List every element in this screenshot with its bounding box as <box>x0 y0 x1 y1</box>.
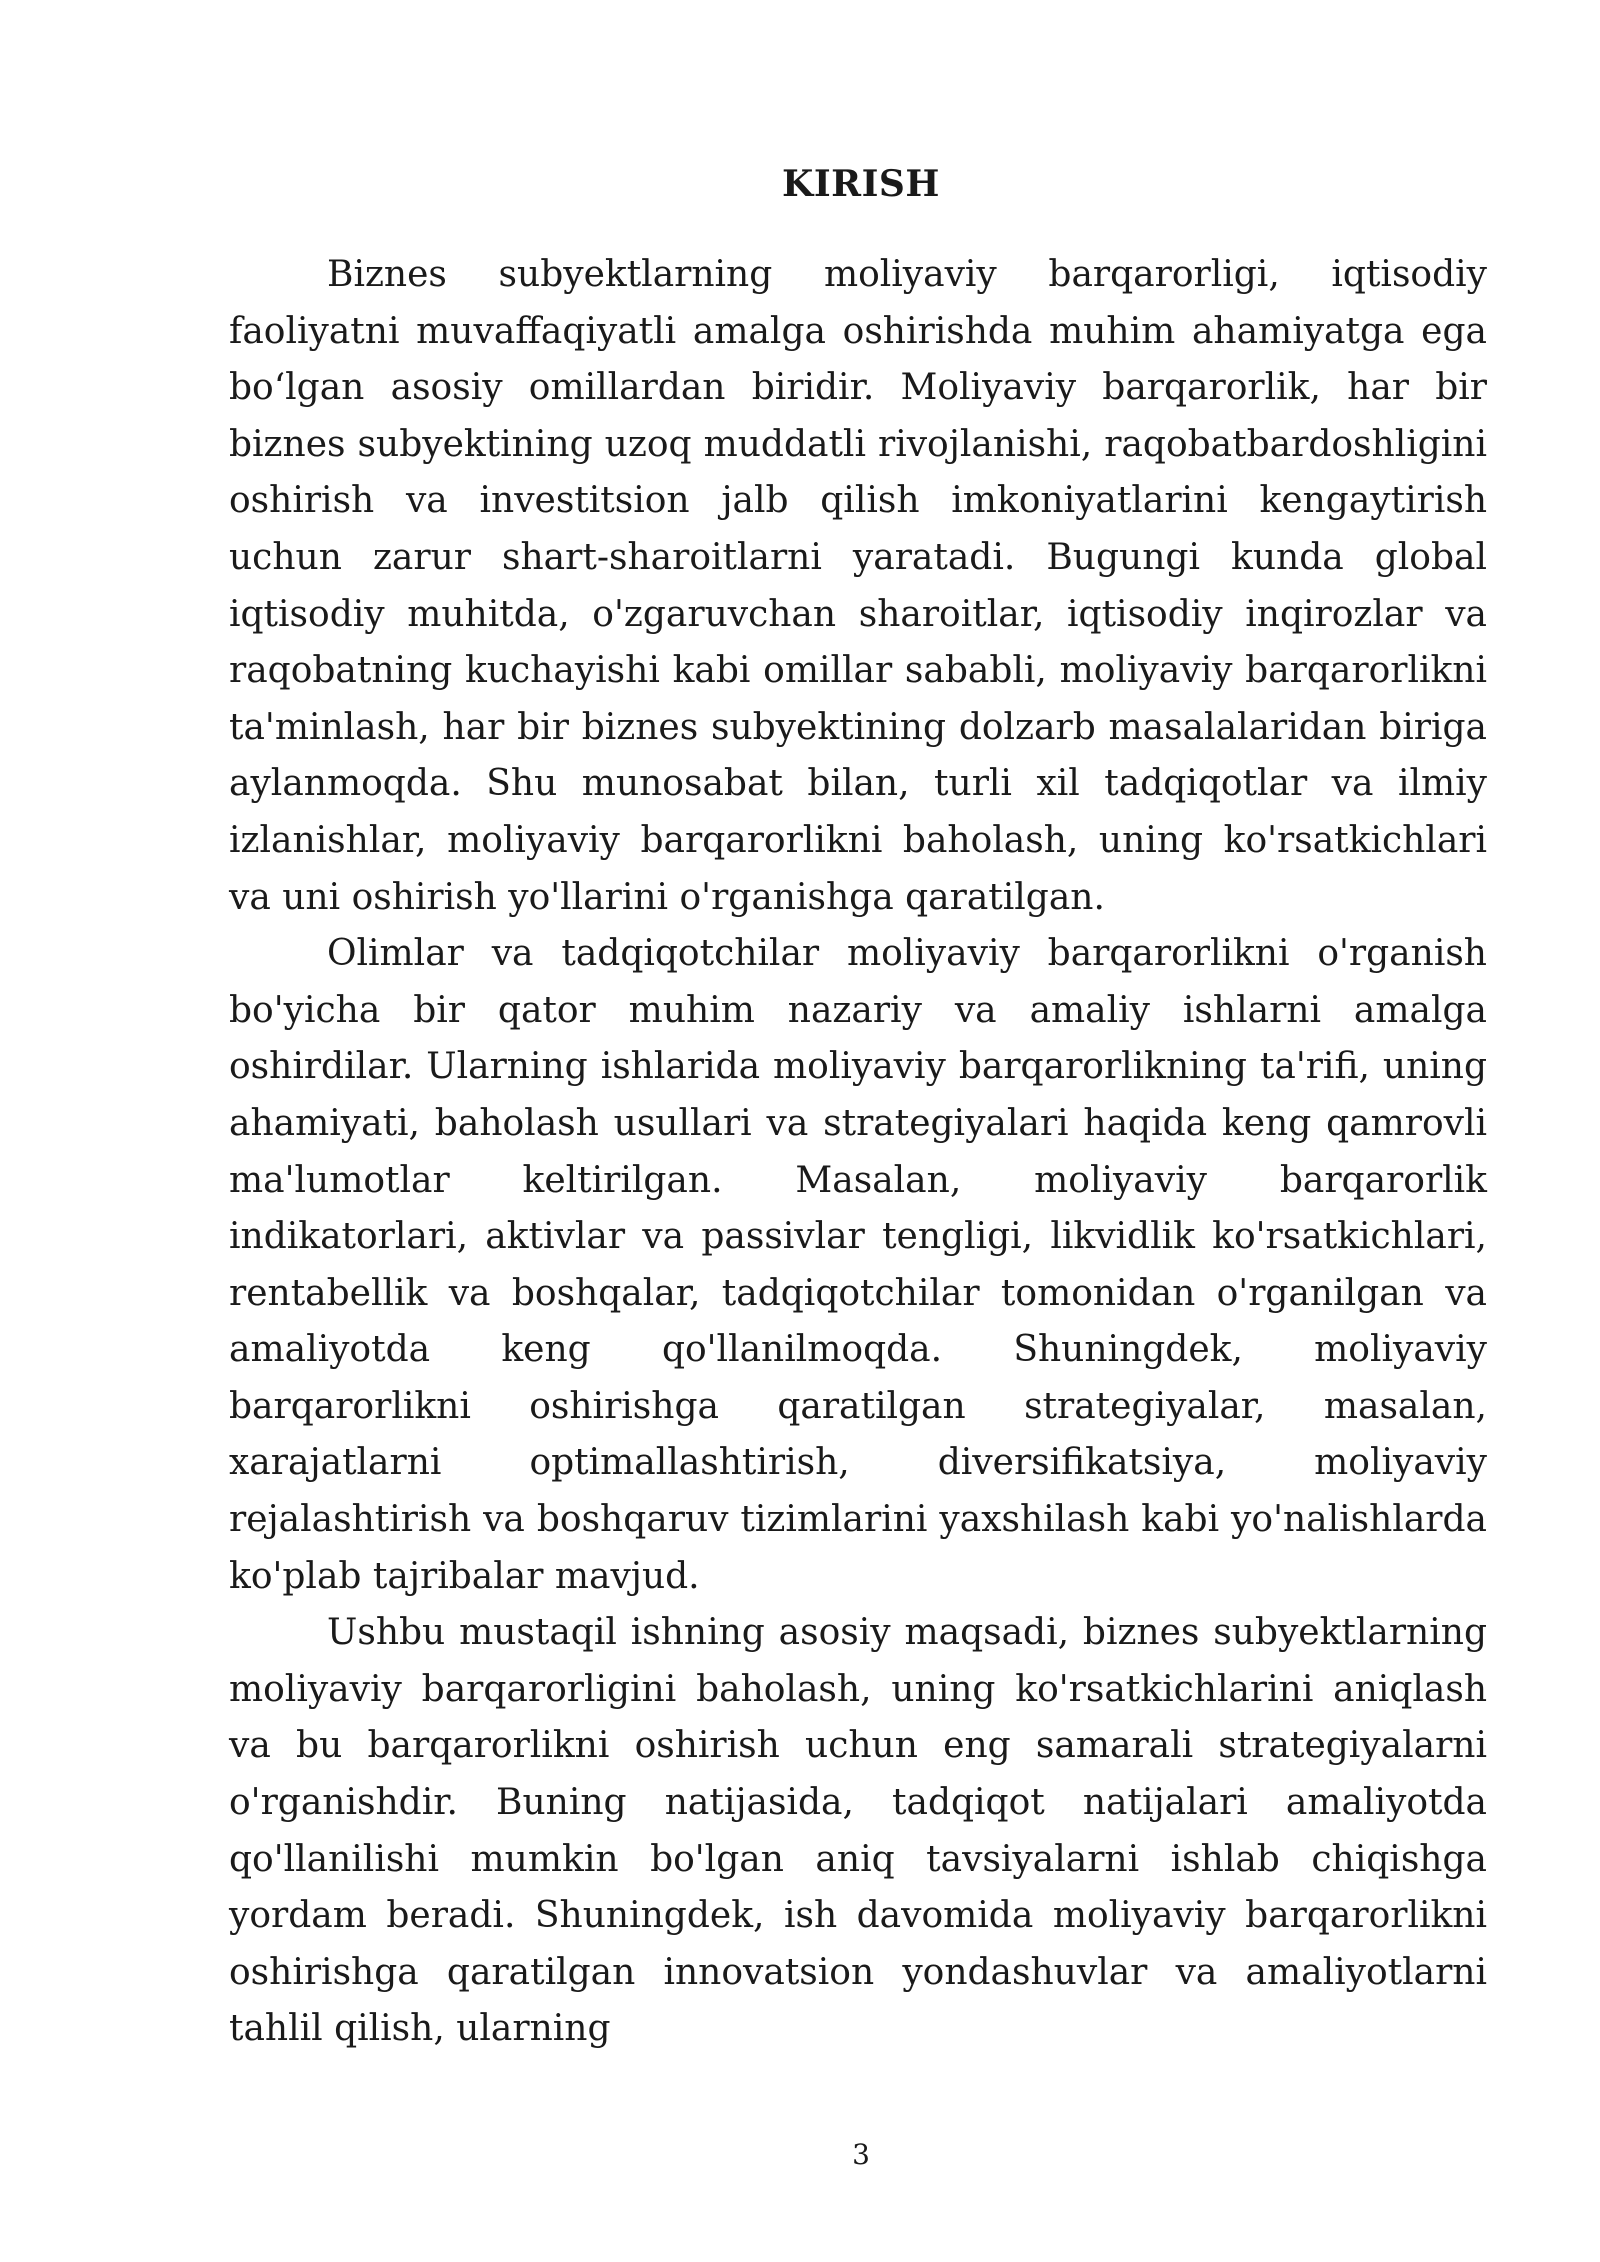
paragraph-1: Biznes subyektlarning moliyaviy barqarorligi, iqtisodiy faoliyatni muvaffaqiyatli amalga oshirishda muhim ahamiyatga ega bo‘lgan asosiy omillardan biridir. Moliyaviy barqarorlik, har bir biznes subyektining uzoq muddatli rivojlanishi, raqobatbardoshligini oshirish va investitsion jalb qilish imkoniyatlarini kengaytirish uchun zarur shart-sharoitlarni yaratadi. Bugungi kunda global iqtisodiy muhitda, o'zgaruvchan sharoitlar, iqtisodiy inqirozlar va raqobatning kuchayishi kabi omillar sababli, moliyaviy barqarorlikni ta'minlash, har bir biznes subyektining dolzarb masalalaridan biriga aylanmoqda. Shu munosabat bilan, turli xil tadqiqotlar va ilmiy izlanishlar, moliyaviy barqarorlikni baholash, uning ko'rsatkichlari va uni oshirish yo'llarini o'rganishga qaratilgan. <box>229 254 1487 918</box>
page-number: 3 <box>852 2138 870 2171</box>
paragraph-2: Olimlar va tadqiqotchilar moliyaviy barqarorlikni o'rganish bo'yicha bir qator muhim nazariy va amaliy ishlarni amalga oshirdilar. Ularning ishlarida moliyaviy barqarorlikning ta'rifi, uning ahamiyati, baholash usullari va strategiyalari haqida keng qamrovli ma'lumotlar keltirilgan. Masalan, moliyaviy barqarorlik indikatorlari, aktivlar va passivlar tengligi, likvidlik ko'rsatkichlari, rentabellik va boshqalar, tadqiqotchilar tomonidan o'rganilgan va amaliyotda keng qo'llanilmoqda. Shuningdek, moliyaviy barqarorlikni oshirishga qaratilgan strategiyalar, masalan, xarajatlarni optimallashtirish, diversifikatsiya, moliyaviy rejalashtirish va boshqaruv tizimlarini yaxshilash kabi yo'nalishlarda ko'plab tajribalar mavjud. <box>229 933 1487 1597</box>
paragraph-3: Ushbu mustaqil ishning asosiy maqsadi, biznes subyektlarning moliyaviy barqarorligini baholash, uning ko'rsatkichlarini aniqlash va bu barqarorlikni oshirish uchun eng samarali strategiyalarni o'rganishdir. Buning natijasida, tadqiqot natijalari amaliyotda qo'llanilishi mumkin bo'lgan aniq tavsiyalarni ishlab chiqishga yordam beradi. Shuningdek, ish davomida moliyaviy barqarorlikni oshirishga qaratilgan innovatsion yondashuvlar va amaliyotlarni tahlil qilish, ularning <box>229 1612 1487 2050</box>
section-heading: KIRISH <box>782 163 940 205</box>
body-text <box>229 247 1487 2058</box>
